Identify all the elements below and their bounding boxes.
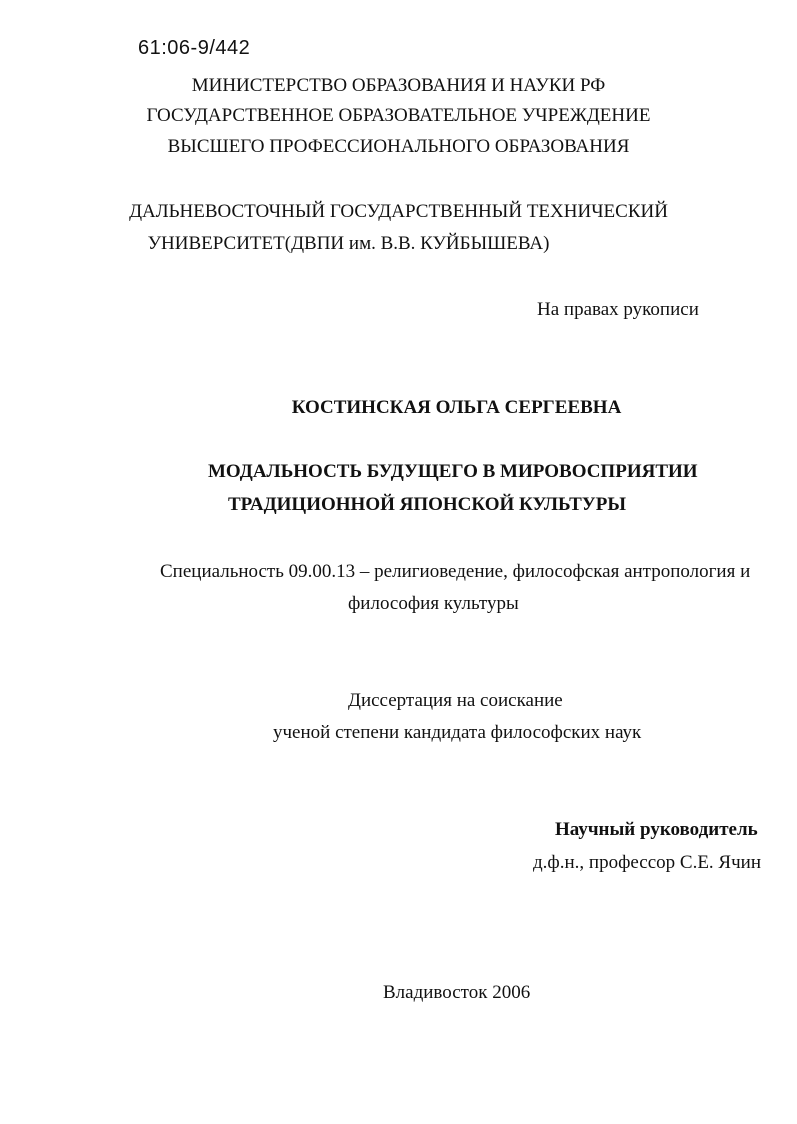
thesis-title-line-1: МОДАЛЬНОСТЬ БУДУЩЕГО В МИРОВОСПРИЯТИИ — [208, 461, 698, 482]
supervisor-name: д.ф.н., профессор С.Е. Ячин — [533, 852, 761, 873]
manuscript-rights: На правах рукописи — [537, 299, 699, 320]
city-year: Владивосток 2006 — [383, 982, 531, 1003]
ministry-line-3: ВЫСШЕГО ПРОФЕССИОНАЛЬНОГО ОБРАЗОВАНИЯ — [167, 136, 630, 157]
archive-code: 61:06-9/442 — [138, 37, 251, 59]
author-name: КОСТИНСКАЯ ОЛЬГА СЕРГЕЕВНА — [291, 397, 622, 418]
specialty-line-2: философия культуры — [348, 593, 519, 614]
ministry-line-1: МИНИСТЕРСТВО ОБРАЗОВАНИЯ И НАУКИ РФ — [191, 75, 606, 96]
university-line-1: ДАЛЬНЕВОСТОЧНЫЙ ГОСУДАРСТВЕННЫЙ ТЕХНИЧЕСКИЙ — [129, 201, 668, 222]
thesis-title-line-2: ТРАДИЦИОННОЙ ЯПОНСКОЙ КУЛЬТУРЫ — [228, 494, 627, 515]
specialty-line-1: Специальность 09.00.13 – религиоведение, философская антропология и — [160, 561, 751, 582]
degree-line-2: ученой степени кандидата философских наук — [273, 722, 642, 743]
supervisor-label: Научный руководитель — [555, 819, 758, 840]
ministry-line-2: ГОСУДАРСТВЕННОЕ ОБРАЗОВАТЕЛЬНОЕ УЧРЕЖДЕНИЕ — [146, 105, 651, 126]
university-line-2: УНИВЕРСИТЕТ(ДВПИ им. В.В. КУЙБЫШЕВА) — [147, 233, 550, 254]
degree-line-1: Диссертация на соискание — [348, 690, 563, 711]
